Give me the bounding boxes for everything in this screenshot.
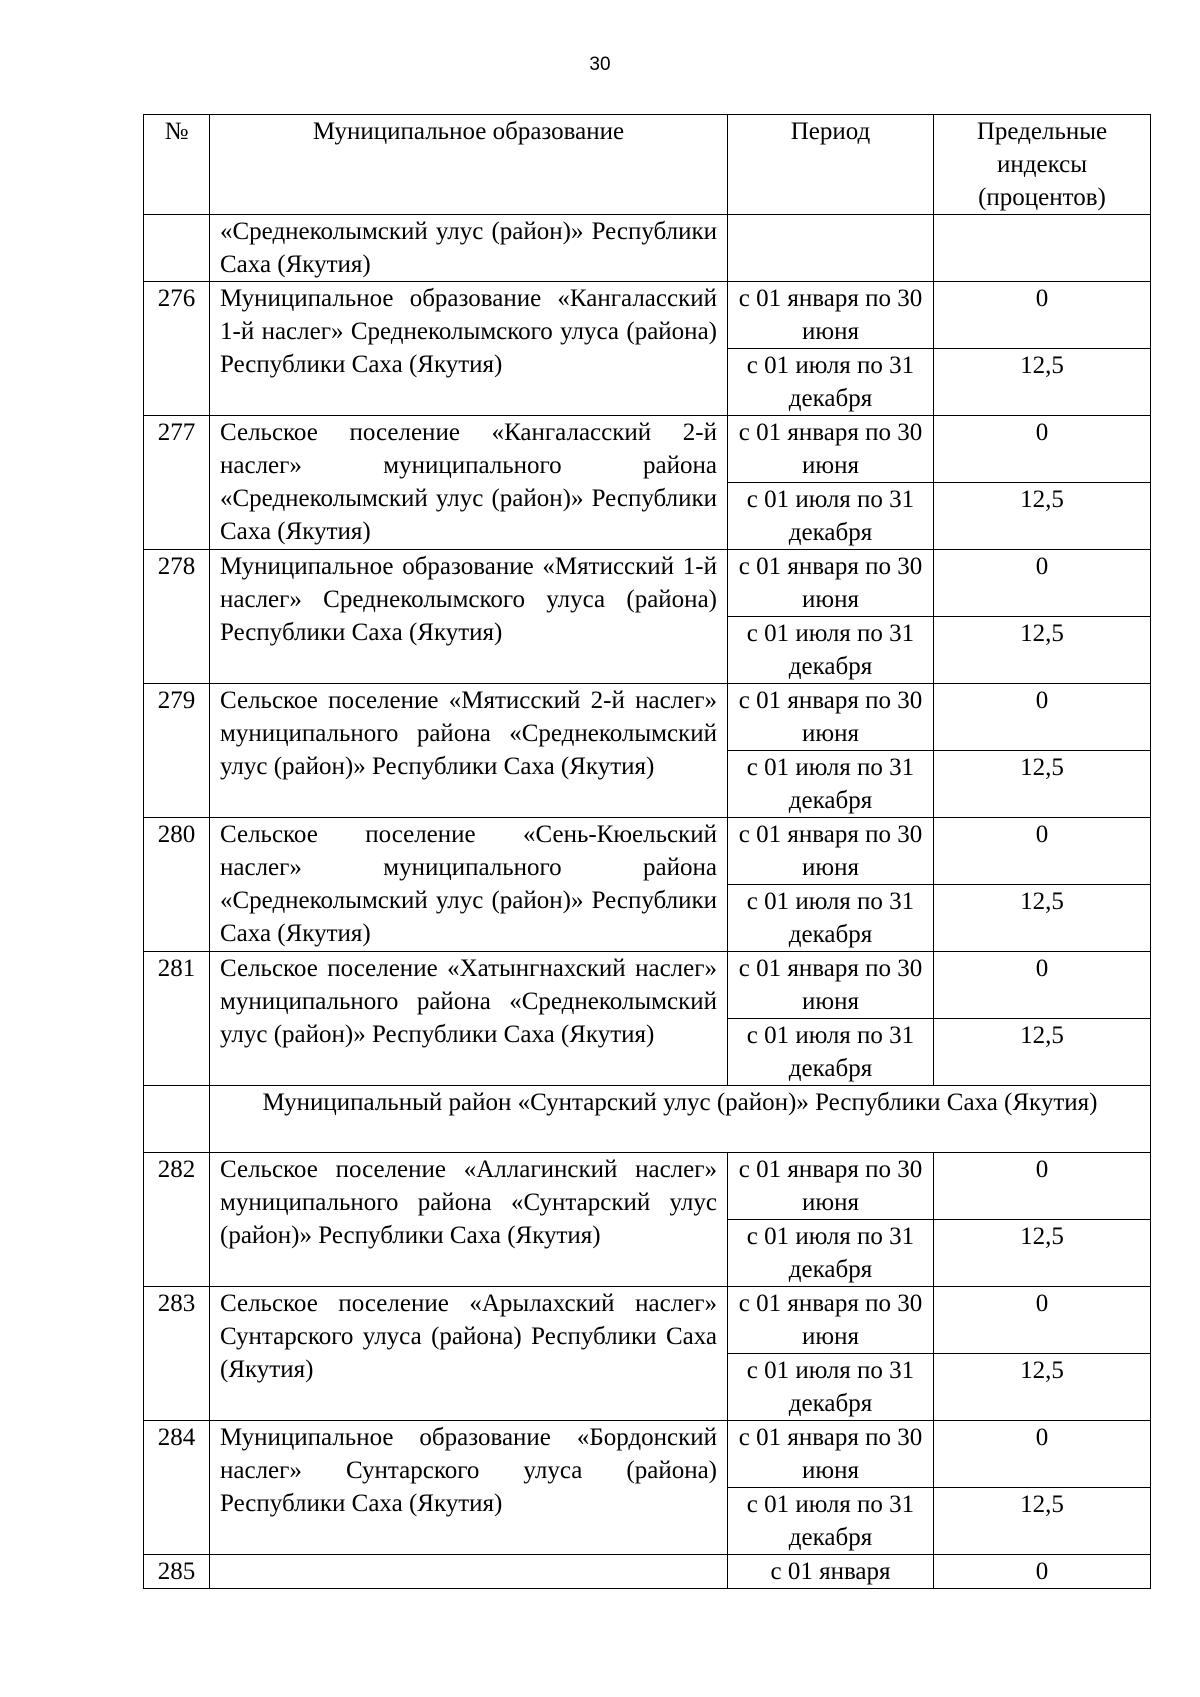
row-name: Муниципальное образование «Бордонский наслег» Сунтарского улуса (района) Республики Саха (Якутия): [210, 1421, 728, 1555]
row-index-2: 12,5: [934, 1488, 1151, 1555]
row-num: 281: [144, 952, 210, 1086]
header-index: Предельные индексы (процентов): [934, 115, 1151, 215]
row-index-1: 0: [934, 1555, 1151, 1589]
row-num: 278: [144, 550, 210, 684]
row-num: 285: [144, 1555, 210, 1589]
index-table: [143, 114, 1151, 1589]
continuation-num: [144, 215, 210, 282]
continuation-name: «Среднеколымский улус (район)» Республики Саха (Якутия): [210, 215, 728, 282]
row-index-2: 12,5: [934, 885, 1151, 952]
row-period-2: с 01 июля по 31 декабря: [728, 885, 934, 952]
row-index-1: 0: [934, 282, 1151, 349]
row-name: Сельское поселение «Мятисский 2-й наслег» муниципального района «Среднеколымский улус (район)» Республики Саха (Якутия): [210, 684, 728, 818]
row-num: 279: [144, 684, 210, 818]
row-index-1: 0: [934, 952, 1151, 1019]
header-name: Муниципальное образование: [210, 115, 728, 215]
table-row: [144, 1287, 1151, 1354]
row-index-2: 12,5: [934, 617, 1151, 684]
row-period-1: с 01 января по 30 июня: [728, 416, 934, 483]
row-period-2: с 01 июля по 31 декабря: [728, 1488, 934, 1555]
row-name: [210, 1555, 728, 1589]
row-period-1: с 01 января по 30 июня: [728, 952, 934, 1019]
row-num: 282: [144, 1153, 210, 1287]
table-row: [144, 952, 1151, 1019]
table-row: [144, 1153, 1151, 1220]
row-index-1: 0: [934, 550, 1151, 617]
row-period-1: с 01 января по 30 июня: [728, 1421, 934, 1488]
row-index-1: 0: [934, 1153, 1151, 1220]
row-name: Сельское поселение «Сень-Кюельский наслег» муниципального района «Среднеколымский улус (район)» Республики Саха (Якутия): [210, 818, 728, 952]
row-period-1: с 01 января по 30 июня: [728, 282, 934, 349]
section-title: Муниципальный район «Сунтарский улус (район)» Республики Саха (Якутия): [210, 1086, 1151, 1153]
row-period-2: с 01 июля по 31 декабря: [728, 751, 934, 818]
row-period-2: с 01 июля по 31 декабря: [728, 483, 934, 550]
row-name: Сельское поселение «Аллагинский наслег» муниципального района «Сунтарский улус (район)» Республики Саха (Якутия): [210, 1153, 728, 1287]
row-index-2: 12,5: [934, 483, 1151, 550]
row-index-1: 0: [934, 416, 1151, 483]
row-index-2: 12,5: [934, 1354, 1151, 1421]
row-name: Сельское поселение «Арылахский наслег» Сунтарского улуса (района) Республики Саха (Якутия): [210, 1287, 728, 1421]
row-period-2: с 01 июля по 31 декабря: [728, 1220, 934, 1287]
row-period-1: с 01 января: [728, 1555, 934, 1589]
row-index-2: 12,5: [934, 1019, 1151, 1086]
table-row: [144, 550, 1151, 617]
row-period-2: с 01 июля по 31 декабря: [728, 1019, 934, 1086]
row-name: Сельское поселение «Хатынгнахский наслег» муниципального района «Среднеколымский улус (район)» Республики Саха (Якутия): [210, 952, 728, 1086]
table-row: [144, 1421, 1151, 1488]
row-period-2: с 01 июля по 31 декабря: [728, 1354, 934, 1421]
row-period-1: с 01 января по 30 июня: [728, 684, 934, 751]
row-index-2: 12,5: [934, 751, 1151, 818]
row-period-1: с 01 января по 30 июня: [728, 1287, 934, 1354]
section-row: [144, 1086, 1151, 1153]
row-num: 280: [144, 818, 210, 952]
row-index-1: 0: [934, 818, 1151, 885]
row-period-1: с 01 января по 30 июня: [728, 1153, 934, 1220]
row-num: 283: [144, 1287, 210, 1421]
row-name: Сельское поселение «Кангаласский 2-й наслег» муниципального района «Среднеколымский улус (район)» Республики Саха (Якутия): [210, 416, 728, 550]
row-index-1: 0: [934, 1287, 1151, 1354]
page-number: 30: [589, 54, 611, 75]
row-period-2: с 01 июля по 31 декабря: [728, 617, 934, 684]
row-name: Муниципальное образование «Кангаласский 1-й наслег» Среднеколымского улуса (района) Республики Саха (Якутия): [210, 282, 728, 416]
table-row: [144, 818, 1151, 885]
header-num: №: [144, 115, 210, 215]
table-row: [144, 416, 1151, 483]
table-row: [144, 282, 1151, 349]
continuation-row: [144, 215, 1151, 282]
continuation-index: [934, 215, 1151, 282]
row-period-1: с 01 января по 30 июня: [728, 818, 934, 885]
row-name: Муниципальное образование «Мятисский 1-й наслег» Среднеколымского улуса (района) Республики Саха (Якутия): [210, 550, 728, 684]
row-num: 277: [144, 416, 210, 550]
section-num: [144, 1086, 210, 1153]
row-period-1: с 01 января по 30 июня: [728, 550, 934, 617]
row-num: 276: [144, 282, 210, 416]
continuation-period: [728, 215, 934, 282]
row-num: 284: [144, 1421, 210, 1555]
row-index-2: 12,5: [934, 349, 1151, 416]
row-index-1: 0: [934, 684, 1151, 751]
table-header-row: [144, 115, 1151, 215]
table-row: [144, 684, 1151, 751]
table-row: [144, 1555, 1151, 1589]
header-period: Период: [728, 115, 934, 215]
row-index-1: 0: [934, 1421, 1151, 1488]
row-period-2: с 01 июля по 31 декабря: [728, 349, 934, 416]
row-index-2: 12,5: [934, 1220, 1151, 1287]
